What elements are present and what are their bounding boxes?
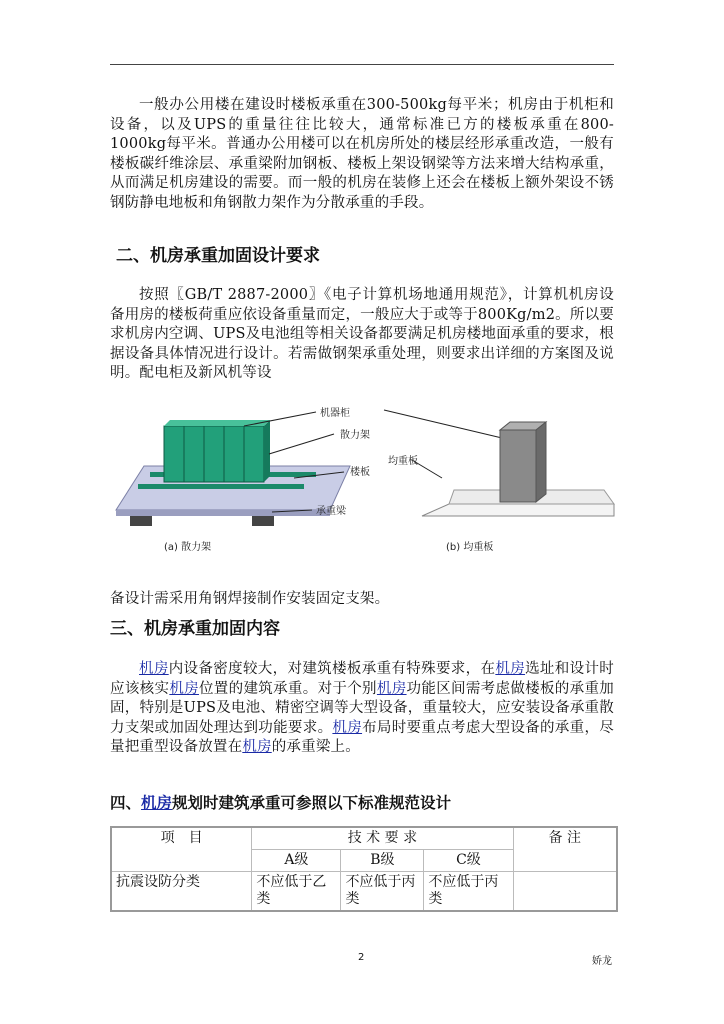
leader-line [244,412,316,426]
machine-room-link[interactable]: 机房 [376,680,407,697]
cabinet [204,426,224,482]
cabinet [224,426,244,482]
cabinet-top [164,420,270,426]
paragraph-floor-load: 一般办公用楼在建设时楼板承重在300-500kg每平米；机房由于机柜和设备，以及UPS的重量往往比较大，通常标准已方的楼板承重在800-1000kg每平米。普通办公用楼可以在机房所处的楼层经形承重改造，一般有楼板碳纤维涂层、承重梁附加钢板、楼板上架设钢梁等方法来增大结构承重，从而满足机房建设的需要。而一般的机房在装修上还会在楼板上额外架设不锈钢防静电地板和角钢散力架作为分散承重的手段。 [110,97,614,211]
caption-b: (b) 均重板 [446,542,494,553]
footer-author: 娇龙 [592,956,612,967]
row-grade-c: 不应低于丙类 [424,872,513,912]
section-heading-2: 二、机房承重加固设计要求 [116,246,320,266]
row-note [513,872,617,912]
header-rule [110,64,614,65]
equipment-box [500,430,536,502]
machine-room-link[interactable]: 机房 [242,739,272,755]
cabinet [184,426,204,482]
table-header-row [111,827,617,850]
caption-a: (a) 散力架 [164,542,212,553]
header-requirement: 技 术 要 求 [252,827,513,850]
equipment-box-side [536,422,546,502]
label-cabinet: 机器柜 [320,408,350,419]
load-distribution-figure [104,394,624,584]
section-heading-4: 四、机房规划时建筑承重可参照以下标准规范设计 [110,794,452,812]
grade-b: B级 [341,850,424,872]
paragraph-content: 机房内设备密度较大，对建筑楼板承重有特殊要求，在机房选址和设计时应该核实机房位置的建筑承重。对于个别机房功能区间需考虑做楼板的承重加固，特别是UPS及电池、精密空调等大型设备，重量较大，应安装设备承重散力支架或加固处理达到功能要求。机房布局时要重点考虑大型设备的承重，尽量把重型设备放置在机房的承重梁上。 [110,661,615,755]
cabinet [244,426,264,482]
leader-line [384,410,502,438]
paragraph-standard: 按照〖GB/T 2887-2000〗《电子计算机场地通用规范》，计算机机房设备用房的楼板荷重应依设备重量而定，一般应大于或等于800Kg/m2。所以要求机房内空调、UPS及电池组等相关设备都要满足机房楼地面承重的要求，根据设备具体情况进行设计。若需做钢架承重处理，则要求出详细的方案图及说明。配电柜及新风机等设 [110,287,614,381]
machine-room-link[interactable]: 机房 [169,680,199,697]
label-frame: 散力架 [340,430,370,441]
grade-c: C级 [424,850,513,872]
spec-table [110,826,618,912]
grade-a: A级 [252,850,341,872]
section-heading-3: 三、机房承重加固内容 [110,619,280,639]
header-note: 备 注 [513,827,617,872]
row-grade-b: 不应低于丙类 [341,872,424,912]
row-label: 抗震设防分类 [111,872,252,912]
header-item: 项 目 [111,827,252,872]
machine-room-link[interactable]: 机房 [141,794,173,812]
page-number: 2 [358,952,365,963]
row-grade-a: 不应低于乙类 [252,872,341,912]
machine-room-link[interactable]: 机房 [495,661,526,677]
dispersion-bar-front [138,484,304,489]
machine-room-link[interactable]: 机房 [332,719,363,736]
cabinet-side [264,420,270,482]
leader-line [269,434,334,454]
label-floor: 楼板 [350,467,370,478]
machine-room-link[interactable]: 机房 [139,661,169,677]
table-row [111,872,617,912]
label-beam: 承重梁 [316,506,346,517]
load-plate [422,504,614,516]
label-plate: 均重板 [388,456,418,467]
paragraph-bracket: 备设计需采用角钢焊接制作安装固定支架。 [110,591,390,607]
cabinet [164,426,184,482]
